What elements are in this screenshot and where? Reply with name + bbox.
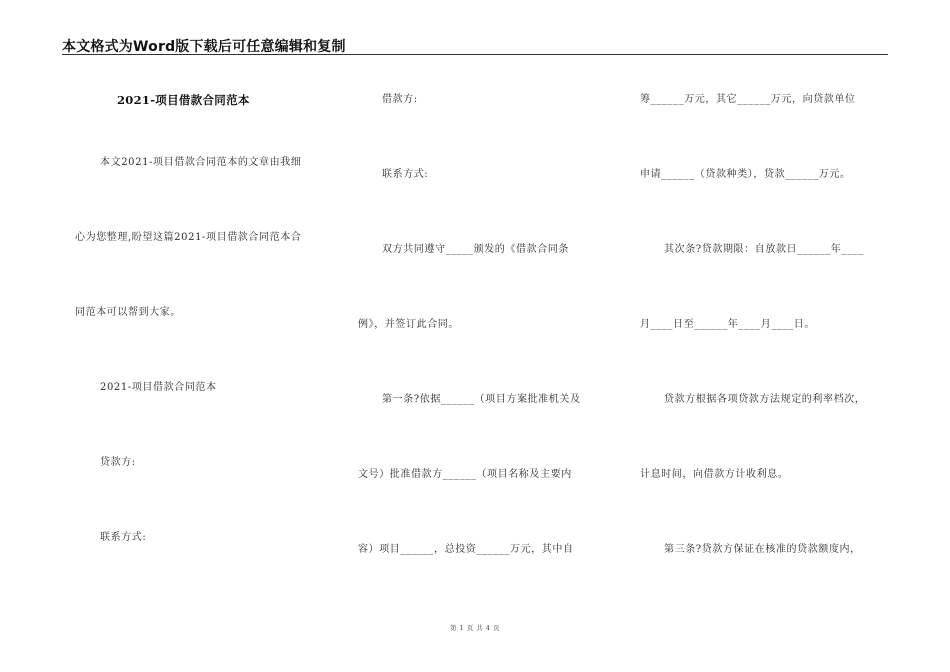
paragraph-line: 贷款方:	[100, 457, 136, 468]
paragraph-line: 其次条?贷款期限：自放款日______年____	[664, 244, 864, 255]
document-title: 2021-项目借款合同范本	[117, 93, 250, 107]
paragraph-line: 第三条?贷款方保证在核准的贷款额度内，	[664, 544, 861, 555]
paragraph-line: 月____日至______年____月____日。	[640, 319, 815, 330]
paragraph-line: 文号）批准借款方______（项目名称及主要内	[358, 469, 572, 480]
paragraph-line: 心为您整理,盼望这篇2021-项目借款合同范本合	[75, 232, 302, 243]
paragraph-line: 借款方:	[382, 94, 418, 105]
text-column-1	[62, 0, 340, 672]
paragraph-line: 双方共同遵守_____颁发的《借款合同条	[382, 244, 569, 255]
paragraph-line: 容）项目______，总投资______万元，其中自	[358, 544, 574, 555]
paragraph-line: 联系方式:	[100, 532, 147, 543]
paragraph-line: 例》，并签订此合同。	[358, 319, 459, 330]
paragraph-line: 申请______（贷款种类），贷款______万元。	[640, 169, 851, 180]
paragraph-line: 计息时间，向借款方计收利息。	[640, 469, 789, 480]
paragraph-line: 筹______万元，其它______万元，向贷款单位	[640, 94, 856, 105]
text-column-3	[638, 0, 890, 672]
paragraph-line: 2021-项目借款合同范本	[100, 382, 217, 393]
paragraph-line: 同范本可以帮到大家。	[75, 307, 181, 318]
page-footer: 第 1 页 共 4 页	[449, 624, 501, 632]
paragraph-line: 联系方式:	[382, 169, 429, 180]
paragraph-line: 贷款方根据各项贷款方法规定的利率档次，	[664, 394, 866, 405]
paragraph-line: 本文2021-项目借款合同范本的文章由我细	[100, 157, 302, 168]
paragraph-line: 第一条?依据______（项目方案批准机关及	[382, 394, 581, 405]
text-column-2	[356, 0, 616, 672]
header-text: 本文格式为Word版下载后可任意编辑和复制	[62, 39, 346, 55]
